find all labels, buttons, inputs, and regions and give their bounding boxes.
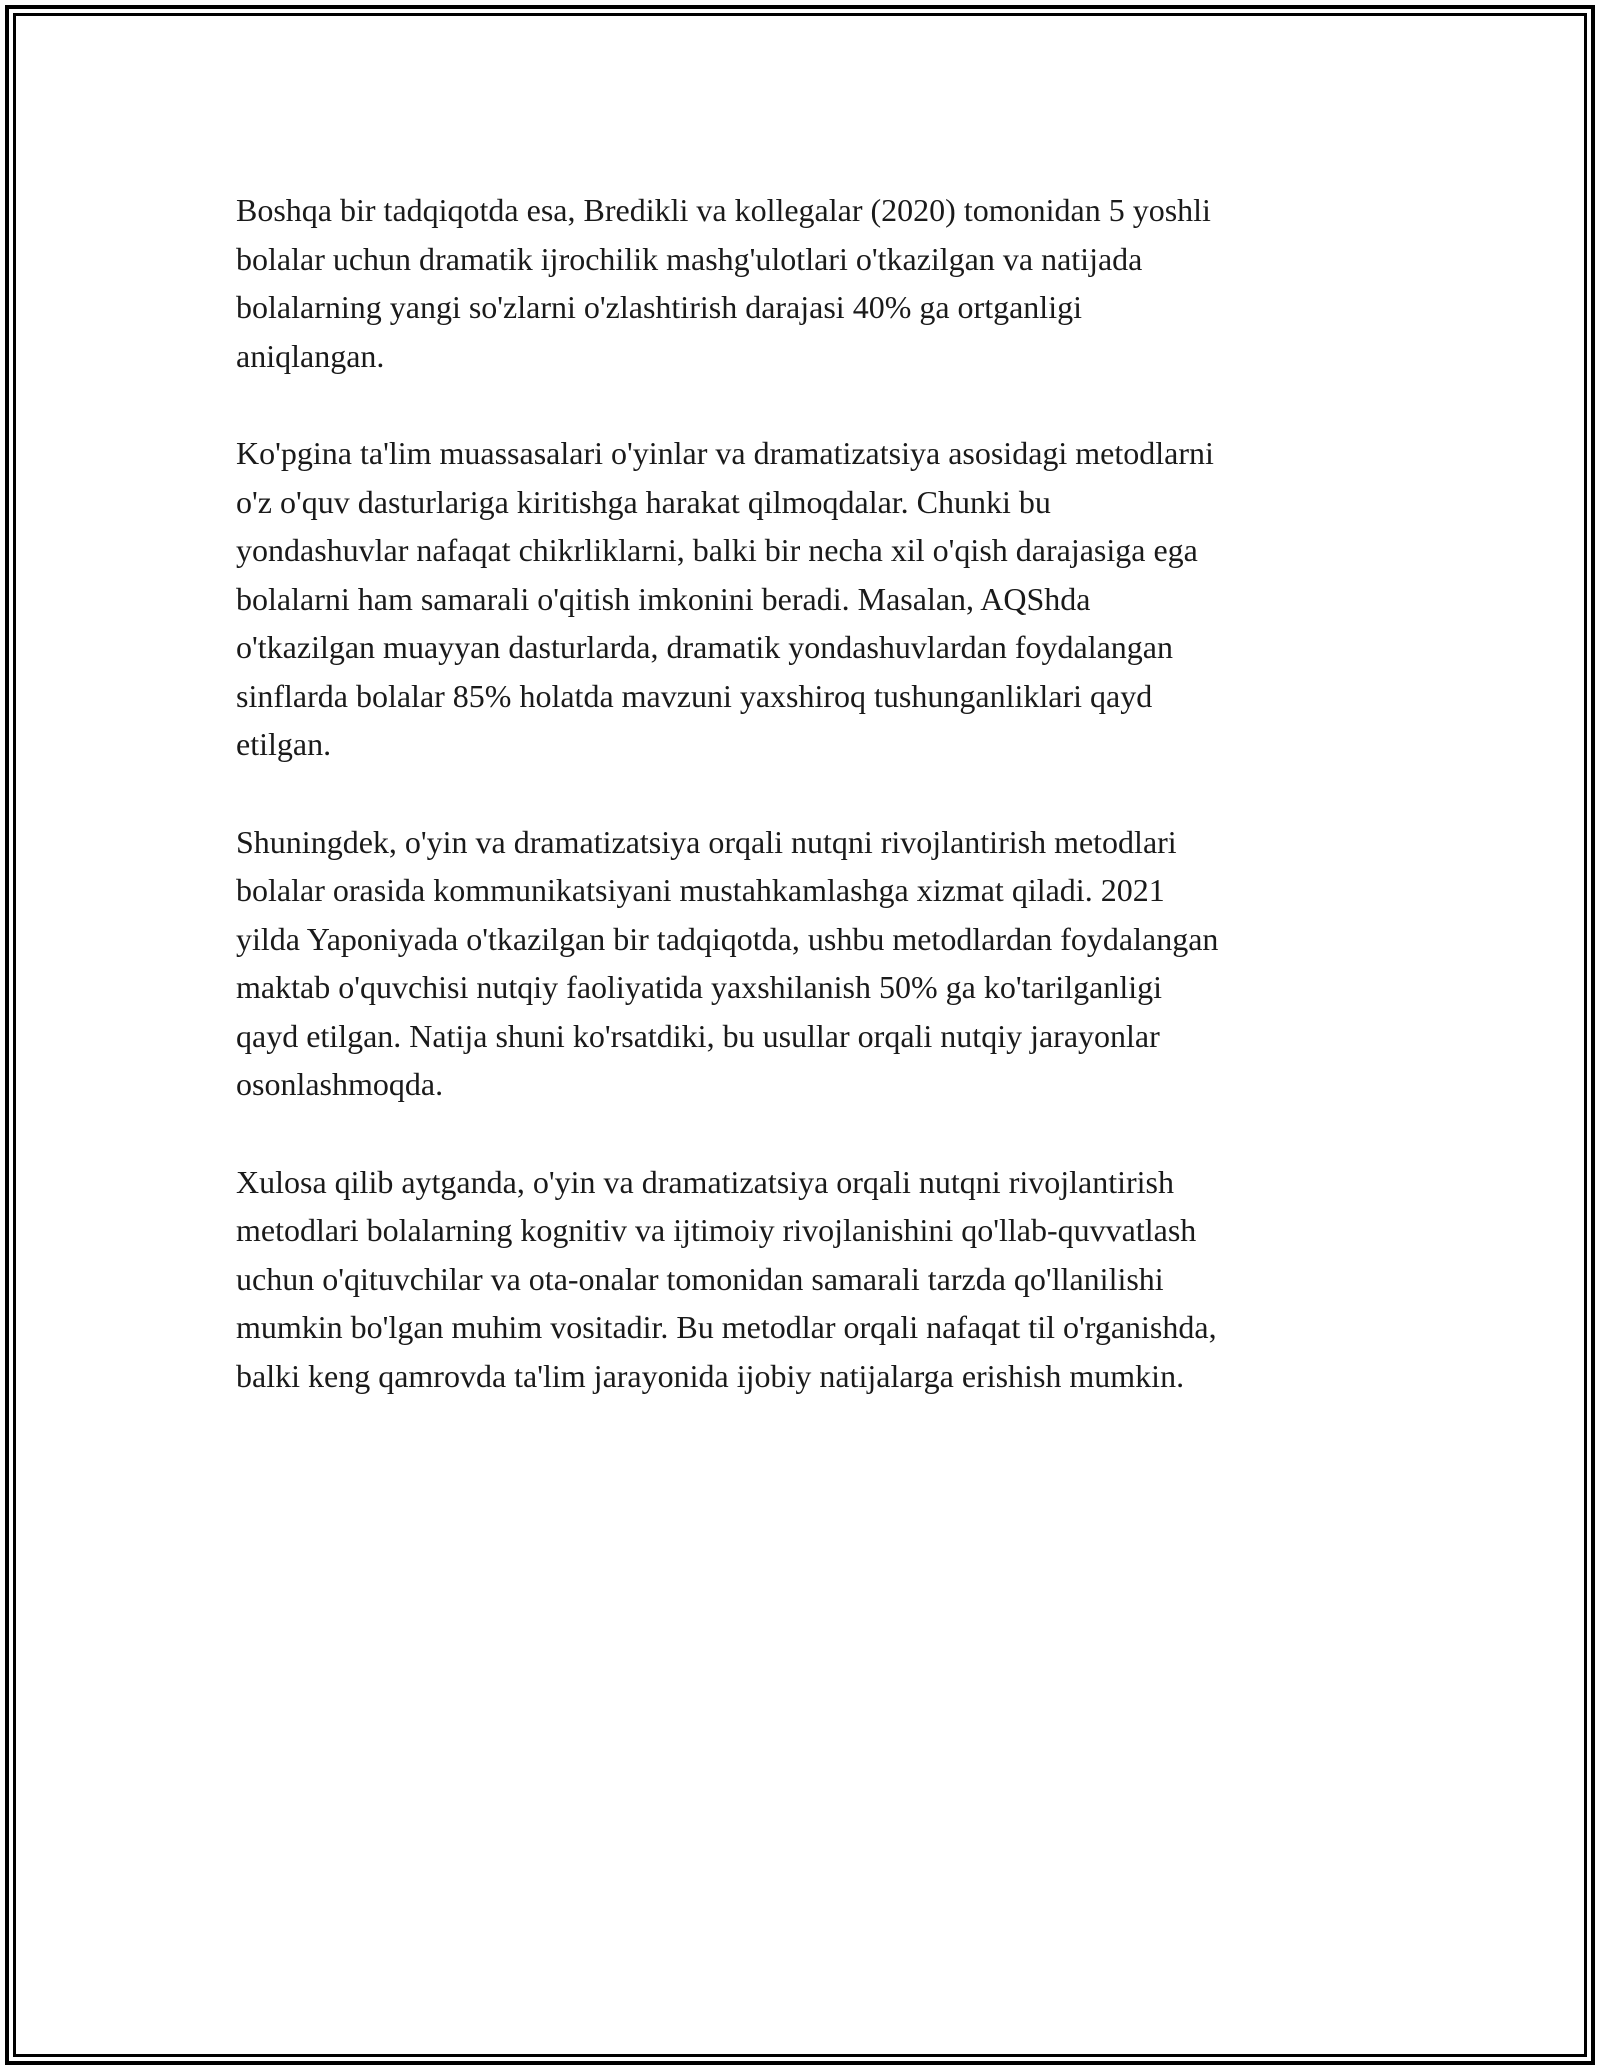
paragraph-1: Boshqa bir tadqiqotda esa, Bredikli va kollegalar (2020) tomonidan 5 yoshli bolalar uchun dramatik ijrochilik mashg'ulotlari o'tkazilgan va natijada bolalarning yangi so'zlarni o'zlashtirish darajasi 40% ga ortganligi aniqlangan.: [236, 192, 1211, 374]
paragraph-3: Shuningdek, o'yin va dramatizatsiya orqali nutqni rivojlantirish metodlari bolalar orasida kommunikatsiyani mustahkamlashga xizmat qiladi. 2021 yilda Yaponiyada o'tkazilgan bir tadqiqotda, ushbu metodlardan foydalangan maktab o'quvchisi nutqiy faoliyatida yaxshilanish 50% ga ko'tarilganligi qayd etilgan. Natija shuni ko'rsatdiki, bu usullar orqali nutqiy jarayonlar osonlashmoqda.: [236, 823, 1219, 1102]
paragraph-4: Xulosa qilib aytganda, o'yin va dramatizatsiya orqali nutqni rivojlantirish metodlari bolalarning kognitiv va ijtimoiy rivojlanishini qo'llab-quvvatlash uchun o'qituvchilar va ota-onalar tomonidan samarali tarzda qo'llanilishi mumkin bo'lgan muhim vositadir. Bu metodlar orqali nafaqat til o'rganishda, balki keng qamrovda ta'lim jarayonida ijobiy natijalarga erishish mumkin.: [236, 1163, 1217, 1394]
paragraph-2: Ko'pgina ta'lim muassasalari o'yinlar va dramatizatsiya asosidagi metodlarni o'z o'quv dasturlariga kiritishga harakat qilmoqdalar. Chunki bu yondashuvlar nafaqat chikrliklarni, balki bir necha xil o'qish darajasiga ega bolalarni ham samarali o'qitish imkonini beradi. Masalan, AQShda o'tkazilgan muayyan dasturlarda, dramatik yondashuvlardan foydalangan sinflarda bolalar 85% holatda mavzuni yaxshiroq tushunganliklari qayd etilgan.: [236, 435, 1214, 762]
document-body: [236, 186, 1376, 1449]
